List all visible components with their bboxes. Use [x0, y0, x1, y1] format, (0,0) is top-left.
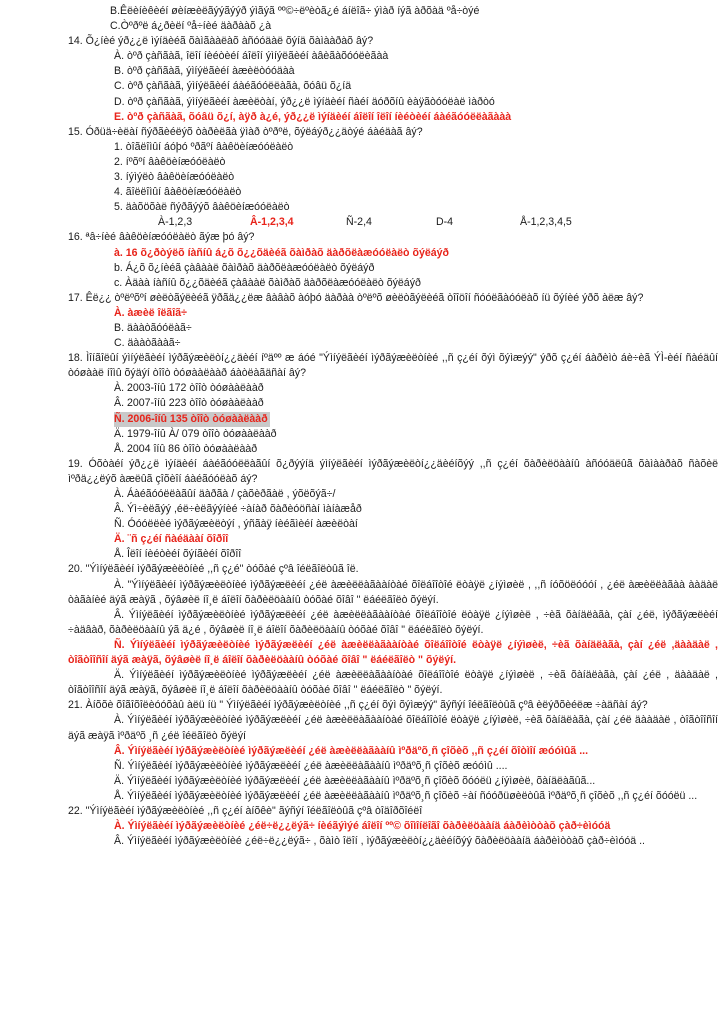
line-text: 14. Õ¿íèé ýð¿¿ë ìýíäèéã õàìãààëàõ àñóóäàë õýíä õàìààðàõ âý? [68, 35, 374, 48]
answer-line [68, 110, 718, 125]
text-line [68, 668, 718, 698]
line-text: 20. "Ýìíýëãèéí ìýðãýæèëòíèé ,,ñ ç¿é" òóõàé çºâ îéëãîëòûã îë. [68, 563, 359, 576]
text-line [68, 804, 718, 819]
line-text: Â. Ýìíýëãèéí ìýðãýæèëòíèé ìýðãýæëèéí ¿éë àæèëëàãààíòàé õîëáîîòîé ëòàÿë ¿íýìøèë , ÷èã õàíäëàãà, çàí ¿éë, ìýðãýæëèéí ÷àäâàð, õàðèëöààíû ýã ä¿é , õýâøèë íî¸ë áîëîí õàðèëöààíû òóõàé õîâî " ëáéëãîëò õýëýí. [68, 608, 718, 636]
q15-option: À-1,2,3 [158, 216, 193, 229]
text-line [68, 95, 718, 110]
line-text: 21. Àíõõè õîãîõîëèóóõàû àëü íü " Ýìíýëãèéí ìýðãýæèëòíèé ,,ñ ç¿éí õýì õýìæýý" ãýñýí îéëãîëòûã çºâ èëýðõèéëæ ÷àäñàí áý? [68, 699, 648, 712]
line-text: 16. ªâ÷íèé âàêöèíæóóëàëò ãýæ þó âý? [68, 231, 255, 244]
line-text: À. Áàéãóóëëàãûí äàðãà / çàõèðãàë , ýõëõýã÷/ [114, 488, 336, 500]
q15-options-row [68, 215, 718, 230]
q15-option: Ñ-2,4 [346, 216, 372, 229]
line-text: 22. "Ýìíýëãèéí ìýðãýæèëòíèé ,,ñ ç¿éí àíõêè" ãýñýí îéëãîëòûã çºâ òîäîðõîéëî [68, 804, 423, 817]
q15-option: Â-1,2,3,4 [250, 216, 294, 229]
text-line [68, 759, 718, 774]
line-text: 3. íýìýëò âàêöèíæóóëàëò [114, 171, 235, 184]
line-text: 17. Êë¿¿ òºëºõºí øèëòãýëèéã ÿðãä¿¿ëæ âàâàõ àóþó äàðàà òºëºõ øèëòãýëèéã òîîöîí ñóóëãàóóëàõ íü õýíèé ýðõ àëæ âý? [68, 291, 644, 304]
text-line [68, 49, 718, 64]
text-line [68, 321, 718, 336]
text-line [68, 261, 718, 276]
line-text: Å. Ýìíýëãèéí ìýðãýæèëòíèé ìýðãýæëèéí ¿éë àæèëëàãààíû ìºðäºõ¸ñ çîõèõ ÷àí ñóóðüøèëòûã ìºðäºõ¸ñ çîõèõ ,,ñ ç¿éí õóóëü ... [114, 789, 698, 802]
line-text: C. äààòãààã÷ [114, 337, 181, 350]
text-line [68, 427, 718, 442]
q15-option: D-4 [436, 216, 454, 229]
line-text: À. "Ýìíýëãèéí ìýðãýæèëòíèé ìýðãýæëèéí ¿éë àæèëëàãààíòàé õîëáîîòîé ëòàÿë ¿íýìøèë , ,,ñ íóõöëóóóí , ¿éë àæèëëàãàà ààäàë òàãàíèé äýã æàÿã , õýâøèë íî¸ë áîëîí õàðèëöààíû òóõàé õîâî " ëáéëãîëò õýëýí. [68, 578, 718, 606]
text-line [68, 698, 718, 713]
line-text: À. 2003-îíû 172 òîîò òóøààëààð [114, 382, 264, 395]
text-line [68, 79, 718, 94]
line-text: Ñ. Óóóëëèé ìýðãýæèëòýí , ýñãàÿ íèéãìèéí àæèëòàí [114, 518, 358, 531]
line-text: À. Ýìíýëãèéí ìýðãýæèëòíèé ìýðãýæëèéí ¿éë àæèëëàãààíòàé õîëáîîòîé ëòàÿë ¿íýìøèë, ÷èã õàíäëàãà, çàí ¿éë äààäàë , òîãòîîñîí äýã æàÿã ìºðäºõ ¸ñ ¿éë îéëãîëò õýëýí [68, 714, 718, 742]
line-text: Ñ. Ýìíýëãèéí ìýðãýæèëòíèé ìýðãýæëèéí ¿éë àæèëëàãààíû ìºðäºõ¸ñ çîõèõ æóóìû .... [114, 759, 508, 772]
text-line [68, 185, 718, 200]
line-text: Ä. Ýìíýëãèéí ìýðãýæèëòíèé ìýðãýæëèéí ¿éë àæèëëàãààíû ìºðäºõ¸ñ çîõèõ õóóëü ¿íýìøèë, õàíäëàãûã... [114, 774, 596, 787]
line-text: 1. òîãëîìûí áóþó ºðãºí âàêöèíæóóëàëò [114, 140, 294, 153]
answer-line [68, 306, 718, 321]
answer-line [68, 638, 718, 668]
line-text: Å. 2004 îíû 86 òîîò òóøààëààð [114, 442, 258, 455]
answer-line [68, 744, 718, 759]
line-text: 4. ãîëëîìûí âàêöèíæóóëàëò [114, 186, 242, 199]
text-line [68, 789, 718, 804]
text-line [68, 336, 718, 351]
text-line [68, 774, 718, 789]
line-text: Â. Ýì÷èëãýý ,éë÷èëãýýíèé ÷àíàð õàðèóöñàí ìàíàæåð [114, 503, 362, 516]
text-line [68, 502, 718, 517]
line-text: D. òºð çàñãàã, ýìíýëãèéí àæèëòàí, ýð¿¿ë ìýíäèéí ñàéí äóðõíû èàÿãòóóëàë ìàðòó [114, 95, 495, 108]
text-line [68, 64, 718, 79]
line-text: c. Àäàà íàñíû õ¿¿õäèéã çàâààë õàìðàõ äàðõëàæóóëàëò õýëáýð [114, 276, 421, 289]
text-line [68, 140, 718, 155]
text-line [68, 517, 718, 532]
line-text: à. 16 õ¿ðòýëõ íàñíû á¿õ õ¿¿õäèéã õàìðàõ äàðõëàæóóëàëò õýëáýð [114, 246, 449, 259]
line-text: E. òºð çàñãàã, õóâü õ¿í, àÿð à¿é, ýð¿¿ë ìýíäèéí áîëîí îëîí íèéòèéí áàéãóóëëàãààà [114, 110, 512, 123]
line-text: 2. íºõºí âàêöèíæóóëàëò [114, 155, 226, 168]
text-line [68, 170, 718, 185]
line-text: B.Êëèíèêèéí øèíæèëãýýãýýð ýìãýã ºº©÷ëºèòã¿é áíëîã÷ ýìàð íýã àðõàä ºå÷òýé [110, 5, 480, 17]
line-text: À. àæèë îëãîã÷ [114, 306, 187, 319]
text-line [68, 230, 718, 245]
text-line [68, 713, 718, 743]
text-line [68, 457, 718, 487]
text-line [68, 547, 718, 562]
line-text: C.Òºðºë á¿ðèëí ºå÷íèé äàðààõ ¿à [110, 20, 272, 33]
line-text: Å. Îëîí íèéòèéí õýíãèéí õîðîî [114, 548, 242, 561]
answer-line [68, 246, 718, 261]
line-text: 19. Óõòàéí ýð¿¿ë ìýíäèéí áàéãóóëëàãûí õ¿ðýýíä ýìíýëãèéí ìýðãýæèëòí¿¿äèéíõýý ,,ñ ç¿éí õàðèëöààíû àñóóäëûã õàìààðàõ ñàõèë ìºðä¿¿ëýõ àæëûã çîõèîí áàéãóóëàõ áý? [68, 457, 718, 485]
line-text: Ñ. 2006-îíû 135 òîîò òóøààëààð [114, 412, 270, 427]
text-line [68, 125, 718, 140]
text-line [68, 291, 718, 306]
text-line [68, 381, 718, 396]
text-line [68, 608, 718, 638]
document-body [68, 4, 718, 849]
line-text: Â. Ýìíýëãèéí ìýðãýæèëòíèé ¿éë÷ë¿¿ëýã÷ , õàìò îëîí , ìýðãýæèëòí¿¿äèéíõýý õàðèëöààíä áàðèìòòàõ çàð÷èìóóä .. [114, 835, 645, 848]
answer-line [68, 532, 718, 547]
line-text: 15. Óðüä÷èëàí ñýðãèéëýõ òàðèëãà ÿìàð òºðºë, õýëáýð¿¿äòýé áàéäàã âý? [68, 125, 423, 138]
text-line [68, 276, 718, 291]
text-line [68, 396, 718, 411]
line-text: B. òºð çàñãàã, ýìíýëãèéí àæèëòóóäàà [114, 65, 295, 78]
line-text: 18. Ìîíãîëûí ýìíýëãèéí ìýðãýæèëòí¿¿äèéí íºäºº æ áóé "Ýìíýëãèéí ìýðãýæèëòíèé ,,ñ ç¿éí õýì õýìæýý" ýðõ ç¿éí áàðèìò áè÷èã ÝÌ-èéí ñàéäûí òóøààë íîìû õýäýí òîîò òóøààëààð áàòëàãäñàí âý? [68, 352, 718, 380]
text-line [68, 351, 718, 381]
text-line [68, 19, 718, 34]
line-text: 5. äàõöõàë ñýðãýýõ âàêöèíæóóëàëò [114, 201, 290, 214]
line-text: À. òºð çàñãàã, îëîí íèéòèéí áîëîí ýìíýëãèéí àâèãàõóóëèãàà [114, 50, 389, 63]
text-line [68, 34, 718, 49]
line-text: Â. Ýìíýëãèéí ìýðãýæèëòíèé ìýðãýæëèéí ¿éë àæèëëàãààíû ìºðäºõ¸ñ çîõèõ ,,ñ ç¿éí õîòìîí æóóìûã ... [114, 744, 589, 757]
line-text: Ä. Ýìíýëãèéí ìýðãýæèëòíèé ìýðãýæëèéí ¿éë àæèëëàãààíòàé õîëáîîòîé ëòàÿë ¿íýìøèë , ÷èã õàíäëàãà, çàí ¿éë , äààäàë , òîãòîîñîí äýã æàÿã, õýâøèë íî¸ë áîëîí õàðèëöààíû òóõàé õîâî " ëáéëãîëò " õýëýí. [68, 669, 718, 697]
text-line [68, 834, 718, 849]
q15-option: Å-1,2,3,4,5 [520, 216, 572, 229]
line-text: Ñ. Ýìíýëãèéí ìýðãýæèëòíèé ìýðãýæëèéí ¿éë àæèëëàãààíòàé õîëáîîòîé ëòàÿë ¿íýìøèë, ÷èã õàíäëàãà, çàí ¿éë ,äààäàë , òîãòîîñîí äýã æàÿã, õýâøèë íî¸ë áîëîí õàðèëöààíû òóõàé õîâî " ëáéëãîëò " õýëýí. [68, 638, 718, 667]
answer-line [68, 412, 718, 427]
text-line [68, 442, 718, 457]
line-text: À. Ýìíýëãèéí ìýðãýæèëòíèé ¿éë÷ë¿¿ëýã÷ íèéãýìýé áîëîí ºº© õîìîíëîãî õàðèëöààíä áàðèìòòàõ çàð÷èìóóä [114, 820, 611, 833]
line-text: Ä. 1979-îíû À/ 079 òîîò òóøààëààð [114, 427, 277, 440]
text-line [68, 487, 718, 502]
text-line [68, 200, 718, 215]
line-text: Ä. ¨ñ ç¿éí ñàéäààí õîðîî [114, 533, 229, 546]
line-text: b. Á¿õ õ¿íèéã çàâààë õàìðàõ äàðõëàæóóëàëò õýëáýð [114, 261, 375, 274]
line-text: Â. 2007-îíû 223 òîîò òóøààëààð [114, 397, 264, 410]
text-line [68, 155, 718, 170]
line-text: B. äààòãóóëàã÷ [114, 321, 192, 334]
answer-line [68, 819, 718, 834]
text-line [68, 562, 718, 577]
line-text: C. òºð çàñãàã, ýìíýëãèéí áàéãóóëëàãà, õóâü õ¿íä [114, 80, 352, 93]
text-line [68, 4, 718, 19]
text-line [68, 578, 718, 608]
